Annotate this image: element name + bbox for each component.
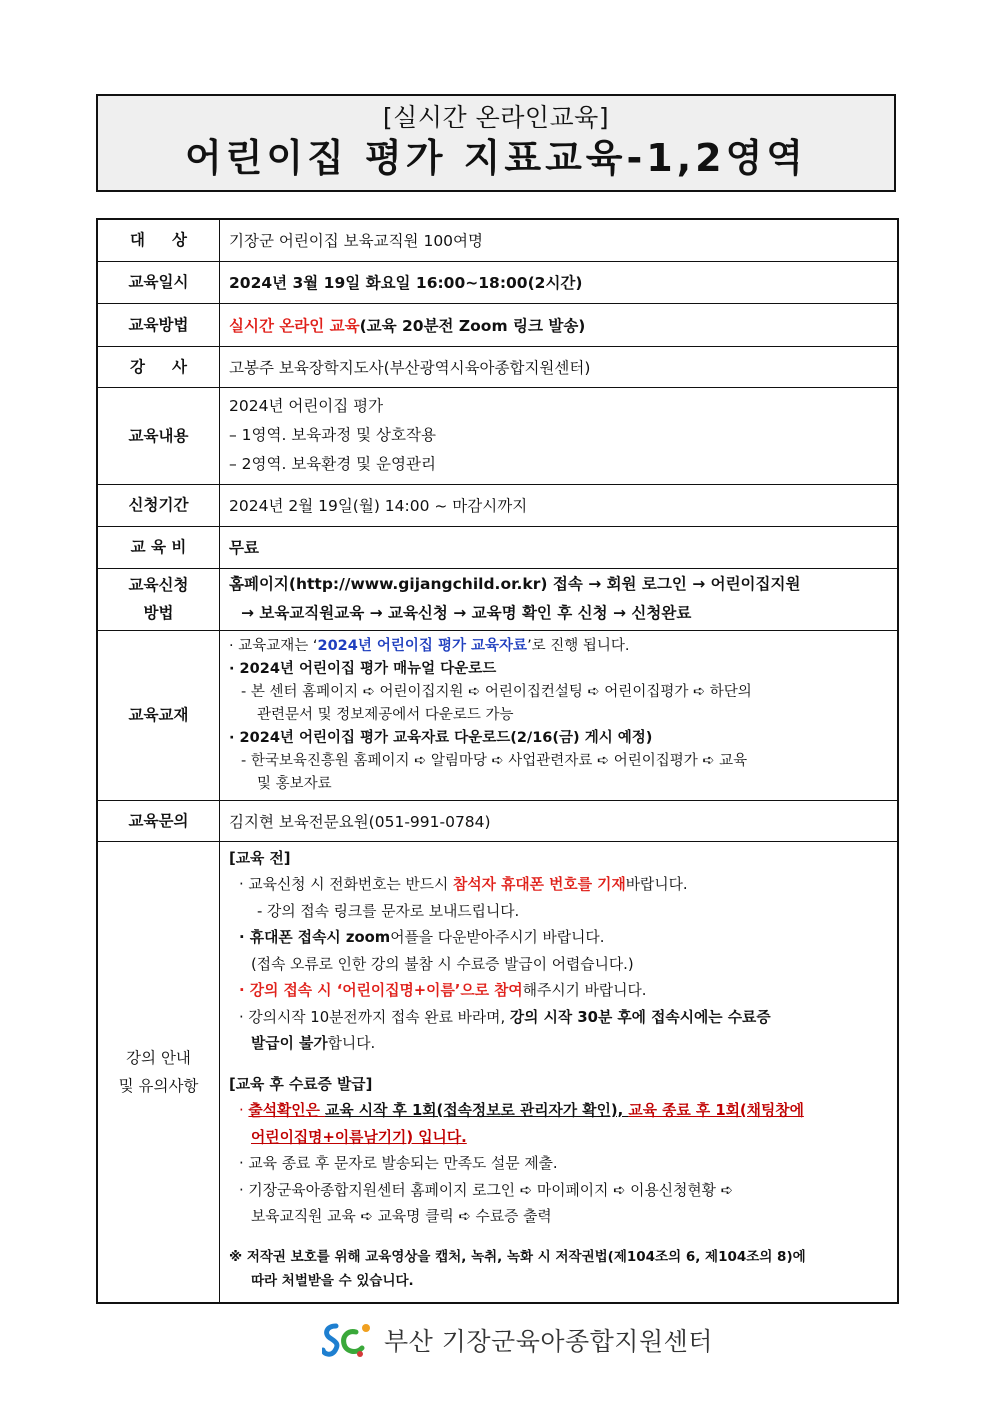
guide-line <box>229 978 887 1005</box>
guide-line <box>229 1005 887 1032</box>
method-detail: (교육 20분전 Zoom 링크 발송) <box>359 316 586 335</box>
content-line: 2024년 어린이집 평가 <box>229 397 384 415</box>
materials-line: · 2024년 어린이집 평가 교육자료 다운로드(2/16(금) 게시 예정) <box>229 729 653 746</box>
guide-highlight: 참석자 휴대폰 번호를 기재 <box>453 876 626 893</box>
label-instructor: 강 사 <box>97 346 220 387</box>
value-inquiry: 김지현 보육전문요원(051-991-0784) <box>220 800 899 841</box>
section-heading: [교육 전] <box>229 849 291 867</box>
method-highlight: 실시간 온라인 교육 <box>229 316 360 335</box>
materials-text: ’로 진행 됩니다. <box>527 637 630 654</box>
guide-text: · 교육신청 시 전화번호는 반드시 <box>239 876 454 893</box>
value-fee: 무료 <box>220 526 899 568</box>
content-line: – 2영역. 보육환경 및 운영관리 <box>229 455 436 473</box>
footer-org-name: 부산 기장군육아종합지원센터 <box>384 1327 713 1356</box>
value-target: 기장군 어린이집 보육교직원 100여명 <box>220 219 899 261</box>
apply-step-line: 홈페이지(http://www.gijangchild.or.kr) 접속 → 회원 로그인 → 어린이집지원 <box>229 575 801 593</box>
label-guide-line: 강의 안내 <box>126 1048 191 1067</box>
row-instructor <box>97 346 898 387</box>
guide-highlight: · 강의 접속 시 ‘어린이집명+이름’으로 참여 <box>239 982 523 999</box>
guide-line: · 기장군육아종합지원센터 홈페이지 로그인 ➪ 마이페이지 ➪ 이용신청현황 ➪ <box>239 1181 734 1199</box>
copyright-note: 따라 처벌받을 수 있습니다. <box>251 1272 414 1289</box>
value-guide <box>220 841 899 1303</box>
row-fee <box>97 526 898 568</box>
apply-step-line: → 보육교직원교육 → 교육신청 → 교육명 확인 후 신청 → 신청완료 <box>241 604 692 622</box>
materials-line: - 한국보육진흥원 홈페이지 ➪ 알림마당 ➪ 사업관련자료 ➪ 어린이집평가 ➪ 교육 <box>241 752 748 769</box>
label-date: 교육일시 <box>97 261 220 303</box>
page-subtitle: [실시간 온라인교육] <box>382 103 610 132</box>
value-instructor: 고봉주 보육장학지도사(부산광역시육아종합지원센터) <box>220 346 899 387</box>
guide-text: 바랍니다. <box>625 876 688 893</box>
materials-highlight: 2024년 어린이집 평가 교육자료 <box>317 637 528 654</box>
row-method <box>97 303 898 346</box>
guide-line: · 교육 종료 후 문자로 발송되는 만족도 설문 제출. <box>239 1155 558 1172</box>
guide-bold: 교육 시작 후 1회(접속정보로 관리자가 확인), <box>325 1102 629 1119</box>
guide-line <box>229 1098 887 1125</box>
copyright-note: ※ 저작권 보호를 위해 교육영상을 캡처, 녹취, 녹화 시 저작권법(제104조의 6, 제104조의 8)에 <box>229 1248 806 1265</box>
label-fee: 교 육 비 <box>97 526 220 568</box>
label-inquiry: 교육문의 <box>97 800 220 841</box>
guide-line <box>229 872 887 899</box>
guide-text: · <box>239 1102 249 1119</box>
value-materials <box>220 630 899 800</box>
value-date: 2024년 3월 19일 화요일 16:00~18:00(2시간) <box>220 261 899 303</box>
materials-line <box>229 635 887 658</box>
guide-text: · 강의시작 10분전까지 접속 완료 바라며, <box>239 1008 510 1026</box>
value-period: 2024년 2월 19일(월) 14:00 ~ 마감시까지 <box>220 484 899 526</box>
info-table <box>96 218 899 1304</box>
row-target <box>97 219 898 261</box>
row-inquiry <box>97 800 898 841</box>
label-guide <box>97 841 220 1303</box>
spacer <box>229 1231 887 1245</box>
row-guide <box>97 841 898 1303</box>
section-heading: [교육 후 수료증 발급] <box>229 1075 373 1093</box>
row-period <box>97 484 898 526</box>
guide-highlight: 교육 종료 후 1회(채팅창에 <box>628 1102 804 1119</box>
spacer <box>229 1058 887 1072</box>
label-apply-line: 방법 <box>143 604 174 622</box>
row-content <box>97 387 898 484</box>
guide-highlight: 출석확인은 <box>248 1102 326 1119</box>
value-content <box>220 387 899 484</box>
row-date <box>97 261 898 303</box>
guide-line: - 강의 접속 링크를 문자로 보내드립니다. <box>257 902 520 920</box>
materials-line: - 본 센터 홈페이지 ➪ 어린이집지원 ➪ 어린이집컨설팅 ➪ 어린이집평가 ➪ 하단의 <box>241 683 752 700</box>
guide-highlight: 어린이집명+이름남기기) 입니다. <box>251 1128 467 1146</box>
guide-bold: · 휴대폰 접속시 zoom <box>239 929 391 946</box>
label-method: 교육방법 <box>97 303 220 346</box>
materials-line: 및 홍보자료 <box>257 775 332 792</box>
materials-line: 관련문서 및 정보제공에서 다운로드 가능 <box>257 706 514 723</box>
label-target: 대 상 <box>97 219 220 261</box>
center-logo-icon <box>322 1320 374 1360</box>
guide-bold: 발급이 불가 <box>251 1035 328 1052</box>
guide-line: 보육교직원 교육 ➪ 교육명 클릭 ➪ 수료증 출력 <box>251 1208 552 1225</box>
label-guide-line: 및 유의사항 <box>118 1076 199 1095</box>
guide-text: 합니다. <box>327 1035 376 1052</box>
title-box <box>96 94 896 192</box>
row-materials <box>97 630 898 800</box>
guide-bold: 강의 시작 30분 후에 접속시에는 수료증 <box>509 1008 771 1026</box>
page-title: 어린이집 평가 지표교육-1,2영역 <box>184 136 808 180</box>
content-line: – 1영역. 보육과정 및 상호작용 <box>229 426 436 444</box>
row-apply <box>97 568 898 630</box>
label-content: 교육내용 <box>97 387 220 484</box>
guide-line <box>229 1031 887 1058</box>
materials-line: · 2024년 어린이집 평가 매뉴얼 다운로드 <box>229 660 497 677</box>
value-apply <box>220 568 899 630</box>
guide-line: (접속 오류로 인한 강의 불참 시 수료증 발급이 어렵습니다.) <box>251 955 634 973</box>
guide-text: 어플을 다운받아주시기 바랍니다. <box>390 929 605 946</box>
label-materials: 교육교재 <box>97 630 220 800</box>
footer <box>322 1318 713 1362</box>
label-apply-line: 교육신청 <box>128 576 189 594</box>
materials-text: · 교육교재는 ‘ <box>229 637 318 654</box>
value-method <box>220 303 899 346</box>
guide-text: 해주시기 바랍니다. <box>522 982 647 999</box>
guide-line <box>229 925 887 952</box>
label-period: 신청기간 <box>97 484 220 526</box>
guide-line <box>229 1125 887 1152</box>
label-apply <box>97 568 220 630</box>
